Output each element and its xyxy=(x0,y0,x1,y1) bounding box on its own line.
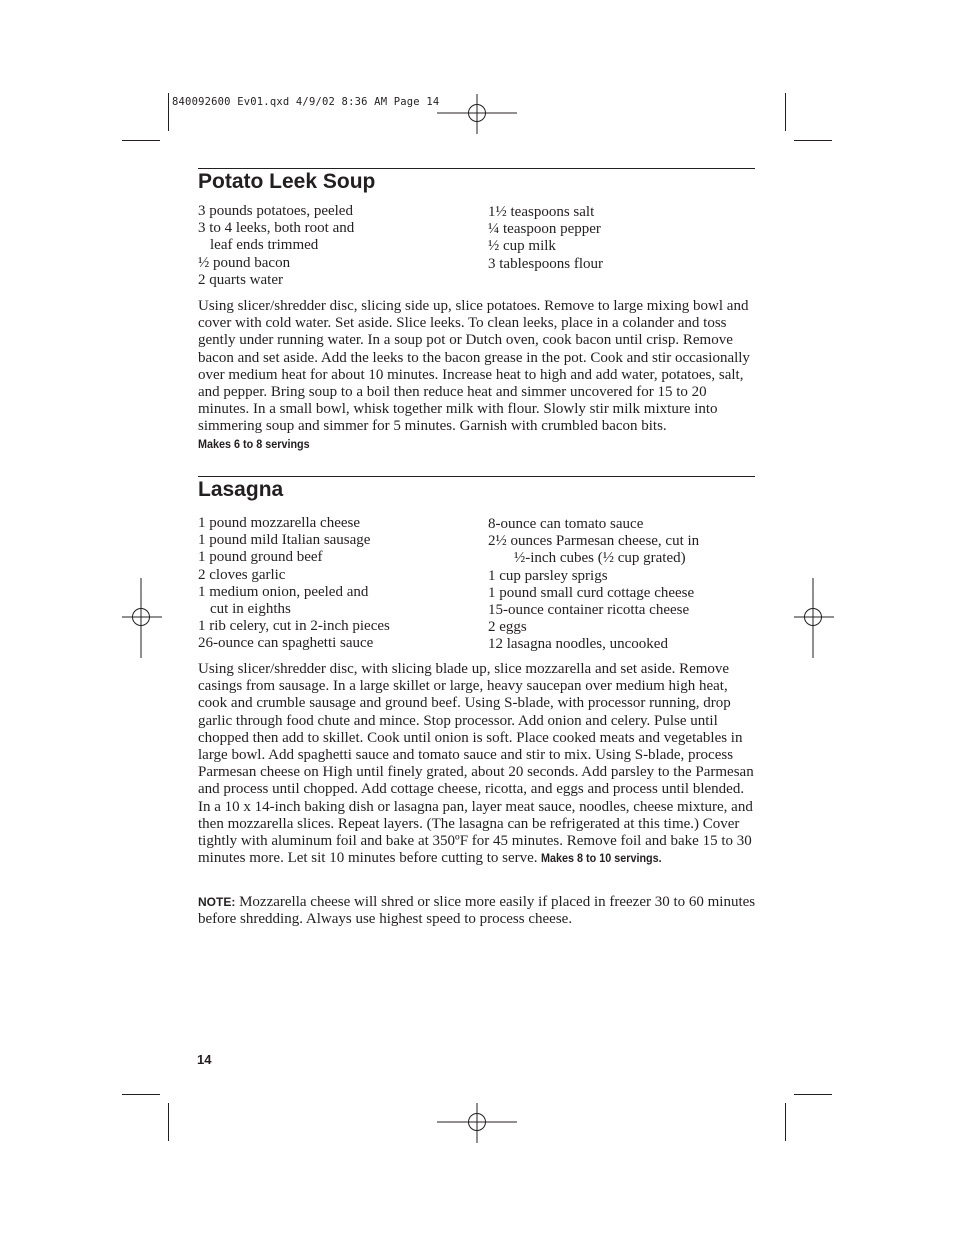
ingredient-item: 1 pound mild Italian sausage xyxy=(198,532,371,549)
ingredient-item: leaf ends trimmed xyxy=(210,237,319,254)
ingredient-item: 1½ teaspoons salt xyxy=(488,204,595,220)
crop-mark-top-left-vertical xyxy=(168,93,169,131)
crop-mark-top-right-vertical xyxy=(785,93,786,131)
ingredient-item: 1 medium onion, peeled and xyxy=(198,583,369,600)
ingredient-item: 26-ounce can spaghetti sauce xyxy=(198,635,374,652)
ingredient-item: 1 cup parsley sprigs xyxy=(488,567,608,584)
ingredient-item: 3 tablespoons flour xyxy=(488,255,603,272)
directions-text: Using slicer/shredder disc, slicing side up, slice potatoes. Remove to large mixing bowl and cover with cold water. Set aside. Slice leeks. To clean leeks, place in a colander and toss gently under running water. In a soup pot or Dutch oven, cook bacon until crisp. Remove bacon and set aside. Add the leeks to the bacon grease in the pot. Cook and stir occasionally over medium heat for about 10 minutes. Increase heat to high and add water, potatoes, salt, and pepper. Bring soup to a boil then reduce heat and simmer uncovered for 15 to 20 minutes. In a small bowl, whisk together milk with flour. Slowly stir milk mixture into simmering soup and simmer for 5 minutes. Garnish with crumbled bacon bits. xyxy=(198,298,750,435)
ingredient-item: ¼ teaspoon pepper xyxy=(488,221,601,238)
registration-mark-right-icon xyxy=(794,578,834,658)
ingredient-list-right-lasagna xyxy=(488,516,699,654)
note-label: NOTE: xyxy=(198,895,236,909)
crop-mark-bottom-left-vertical xyxy=(168,1103,169,1141)
crop-mark-top-right-horizontal xyxy=(794,140,832,141)
ingredient-item: 1 rib celery, cut in 2-inch pieces xyxy=(198,618,390,635)
ingredient-item: 1 pound mozzarella cheese xyxy=(198,515,361,531)
ingredient-item: ½ cup milk xyxy=(488,238,556,255)
page-number: 14 xyxy=(197,1052,212,1067)
ingredient-item: 2½ ounces Parmesan cheese, cut in xyxy=(488,533,700,550)
crop-mark-bottom-right-vertical xyxy=(785,1103,786,1141)
recipe-title-potato-leek-soup: Potato Leek Soup xyxy=(198,170,376,193)
ingredient-item: 1 pound ground beef xyxy=(198,549,323,566)
ingredient-item: 2 eggs xyxy=(488,619,527,636)
crop-mark-bottom-right-horizontal xyxy=(794,1094,832,1095)
ingredient-item: 1 pound small curd cottage cheese xyxy=(488,584,695,601)
ingredient-item: ½ pound bacon xyxy=(198,254,291,271)
crop-mark-bottom-left-horizontal xyxy=(122,1094,160,1095)
section-rule-lasagna xyxy=(198,476,755,477)
printer-slug-line: 840092600 Ev01.qxd 4/9/02 8:36 AM Page 14 xyxy=(172,96,440,108)
directions-lasagna xyxy=(198,661,758,867)
ingredient-item: 2 quarts water xyxy=(198,271,283,288)
directions-text: Using slicer/shredder disc, with slicing blade up, slice mozzarella and set aside. Remove casings from sausage. In a large skillet or large, heavy saucepan over medium high heat, cook and crumble sausage and ground beef. Using S-blade, with processor running, drop garlic through food chute and mince. Stop processor. Add onion and celery. Pulse until chopped then add to skillet. Cook until onion is soft. Place cooked meats and vegetables in large bowl. Add spaghetti sauce and tomato sauce and stir to mix. Using S-blade, process Parmesan cheese on High until finely grated, about 20 seconds. Add parsley to the Parmesan and process until chopped. Add cottage cheese, ricotta, and eggs and process until blended. In a 10 x 14-inch baking dish or lasagna pan, layer meat sauce, noodles, cheese mixture, and then mozzarella slices. Repeat layers. (The lasagna can be refrigerated at this time.) Cover tightly with aluminum foil and bake at 350ºF for 45 minutes. Remove foil and bake 15 to 30 minutes more. Let sit 10 minutes before cutting to serve. xyxy=(198,661,754,867)
section-rule-potato-leek-soup xyxy=(198,168,755,169)
ingredient-item: 12 lasagna noodles, uncooked xyxy=(488,636,668,653)
yield-label: Makes 8 to 10 servings. xyxy=(541,851,662,866)
recipe-title-lasagna: Lasagna xyxy=(198,478,284,501)
note-lasagna xyxy=(198,894,758,928)
crop-mark-top-left-horizontal xyxy=(122,140,160,141)
ingredient-list-left-lasagna xyxy=(198,515,390,653)
registration-mark-bottom-icon xyxy=(437,1103,517,1143)
registration-mark-left-icon xyxy=(122,578,162,658)
ingredient-item: 15-ounce container ricotta cheese xyxy=(488,602,690,619)
ingredient-list-left-potato-leek-soup xyxy=(198,203,354,289)
ingredient-item: cut in eighths xyxy=(210,601,291,618)
note-text: Mozzarella cheese will shred or slice more easily if placed in freezer 30 to 60 minutes before shredding. Always use highest speed to process cheese. xyxy=(198,894,756,928)
ingredient-item: 3 to 4 leeks, both root and xyxy=(198,220,355,237)
registration-mark-top-icon xyxy=(437,94,517,134)
ingredient-item: 2 cloves garlic xyxy=(198,566,286,583)
ingredient-item: ½-inch cubes (½ cup grated) xyxy=(514,550,686,567)
ingredient-item: 8-ounce can tomato sauce xyxy=(488,516,644,532)
directions-potato-leek-soup xyxy=(198,298,758,453)
ingredient-item: 3 pounds potatoes, peeled xyxy=(198,203,353,219)
ingredient-list-right-potato-leek-soup xyxy=(488,204,603,273)
yield-label: Makes 6 to 8 servings xyxy=(198,436,310,451)
